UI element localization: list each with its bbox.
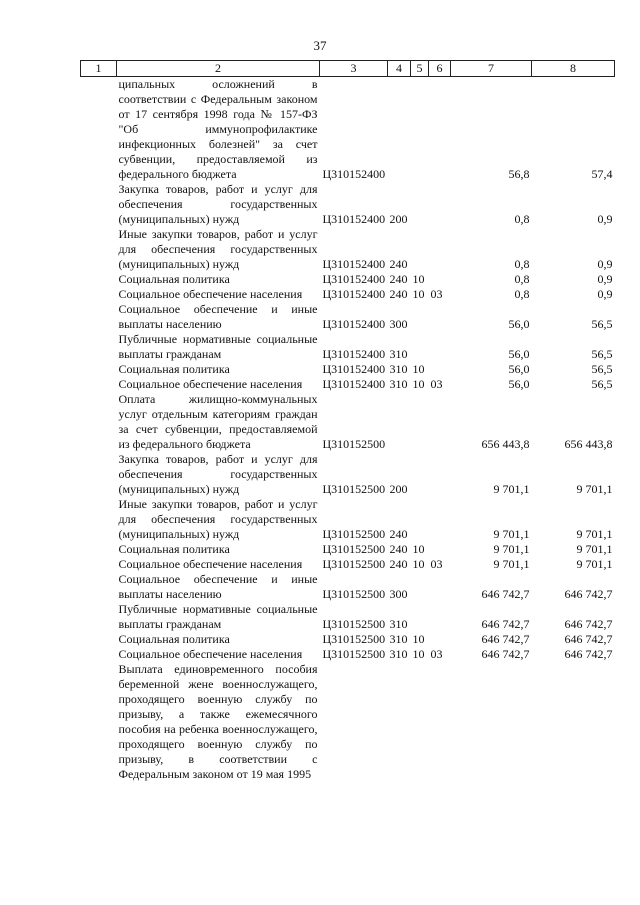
header-cell: 2: [117, 61, 320, 77]
expense-type-cell: 310: [389, 377, 408, 391]
subsection-cell: [429, 602, 451, 632]
target-article-cell: Ц310152400: [322, 167, 386, 181]
expense-type-cell: 300: [389, 317, 408, 331]
amount-year1-cell: [451, 662, 532, 782]
amount-year1-cell: 56,8: [508, 167, 530, 181]
description-cell: Социальная политика: [118, 362, 230, 376]
row-number-cell: [81, 377, 117, 392]
section-cell: 10: [412, 632, 425, 646]
target-article-cell: Ц310152500: [322, 437, 386, 451]
row-number-cell: [81, 557, 117, 572]
expense-type-cell: 200: [389, 212, 408, 226]
section-cell: [411, 182, 429, 227]
amount-year1-cell: 0,8: [514, 212, 530, 226]
description-cell: Социальное обеспечение и иные выплаты населению: [118, 302, 318, 331]
expense-type-cell: [388, 392, 411, 452]
amount-year2-cell: 0,9: [597, 272, 613, 286]
amount-year1-cell: 9 701,1: [493, 542, 530, 556]
subsection-cell: [429, 362, 451, 377]
description-cell: Социальная политика: [118, 542, 230, 556]
header-cell: 1: [81, 61, 117, 77]
description-cell: Социальное обеспечение населения: [118, 557, 303, 571]
section-cell: 10: [412, 272, 425, 286]
table-row: [81, 287, 615, 302]
target-article-cell: Ц310152400: [322, 377, 386, 391]
header-cell: 4: [388, 61, 411, 77]
target-article-cell: Ц310152400: [322, 287, 386, 301]
description-cell: Иные закупки товаров, работ и услуг для обеспечения государственных (муниципальных) нужд: [118, 227, 318, 271]
row-number-cell: [81, 287, 117, 302]
expense-type-cell: 240: [389, 542, 408, 556]
subsection-cell: [429, 77, 451, 183]
section-cell: [411, 602, 429, 632]
table-row: [81, 377, 615, 392]
description-cell: Выплата единовременного пособия беременной жене военнослужащего, проходящего военную службу по призыву, а также ежемесячного пособия на ребенка военнослужащего, проходящего военную службу по призыву, в соответствии с Федеральным законом от 19 мая 1995: [118, 662, 318, 781]
description-cell: Публичные нормативные социальные выплаты гражданам: [118, 602, 318, 631]
amount-year2-cell: 9 701,1: [576, 557, 613, 571]
row-number-cell: [81, 332, 117, 362]
row-number-cell: [81, 572, 117, 602]
table-row: [81, 497, 615, 542]
target-article-cell: Ц310152500: [322, 527, 386, 541]
amount-year2-cell: 0,9: [597, 257, 613, 271]
table-body: [81, 77, 615, 783]
description-cell: Закупка товаров, работ и услуг для обеспечения государственных (муниципальных) нужд: [118, 182, 318, 226]
expense-type-cell: 310: [389, 362, 408, 376]
amount-year2-cell: 656 443,8: [564, 437, 613, 451]
amount-year2-cell: 56,5: [591, 377, 613, 391]
section-cell: [411, 452, 429, 497]
expense-type-cell: [388, 77, 411, 183]
row-number-cell: [81, 647, 117, 662]
amount-year1-cell: 56,0: [508, 347, 530, 361]
table-header-row: [81, 61, 615, 77]
expense-type-cell: 300: [389, 587, 408, 601]
table-row: [81, 392, 615, 452]
table-row: [81, 302, 615, 332]
page-number: 37: [313, 38, 327, 53]
amount-year1-cell: 646 742,7: [481, 617, 530, 631]
table-row: [81, 272, 615, 287]
amount-year2-cell: 646 742,7: [564, 647, 613, 661]
description-cell: Социальная политика: [118, 272, 230, 286]
description-cell: Социальное обеспечение населения: [118, 377, 303, 391]
target-article-cell: Ц310152500: [322, 482, 386, 496]
description-cell: Социальное обеспечение населения: [118, 647, 303, 661]
description-cell: Публичные нормативные социальные выплаты гражданам: [118, 332, 318, 361]
subsection-cell: 03: [430, 287, 443, 301]
amount-year1-cell: 9 701,1: [493, 527, 530, 541]
section-cell: 10: [412, 287, 425, 301]
subsection-cell: 03: [430, 557, 443, 571]
subsection-cell: [429, 632, 451, 647]
description-cell: Оплата жилищно-коммунальных услуг отдельным категориям граждан за счет субвенции, предоставляемой из федерального бюджета: [118, 392, 318, 451]
section-cell: 10: [412, 647, 425, 661]
amount-year2-cell: 56,5: [591, 347, 613, 361]
expense-type-cell: 240: [389, 527, 408, 541]
description-cell: ципальных осложнений в соответствии с Федеральным законом от 17 сентября 1998 года № 157-ФЗ "Об иммунопрофилактике инфекционных болезней" за счет субвенции, предоставляемой из федерального бюджета: [118, 77, 318, 181]
amount-year2-cell: 646 742,7: [564, 617, 613, 631]
amount-year1-cell: 0,8: [514, 287, 530, 301]
subsection-cell: [429, 302, 451, 332]
row-number-cell: [81, 662, 117, 782]
target-article-cell: Ц310152400: [322, 272, 386, 286]
section-cell: [411, 662, 429, 782]
amount-year1-cell: 9 701,1: [493, 482, 530, 496]
table-row: [81, 662, 615, 782]
description-cell: Социальная политика: [118, 632, 230, 646]
table-row: [81, 227, 615, 272]
amount-year1-cell: 56,0: [508, 377, 530, 391]
section-cell: 10: [412, 377, 425, 391]
amount-year1-cell: 656 443,8: [481, 437, 530, 451]
section-cell: [411, 77, 429, 183]
target-article-cell: Ц310152400: [322, 257, 386, 271]
subsection-cell: [429, 542, 451, 557]
expense-type-cell: 240: [389, 287, 408, 301]
table-row: [81, 632, 615, 647]
row-number-cell: [81, 452, 117, 497]
table-row: [81, 332, 615, 362]
amount-year2-cell: 0,9: [597, 287, 613, 301]
table-row: [81, 602, 615, 632]
amount-year1-cell: 56,0: [508, 317, 530, 331]
header-cell: 3: [320, 61, 388, 77]
row-number-cell: [81, 302, 117, 332]
section-cell: [411, 227, 429, 272]
expense-type-cell: 310: [389, 647, 408, 661]
target-article-cell: Ц310152400: [322, 317, 386, 331]
header-cell: 6: [429, 61, 451, 77]
expense-type-cell: 240: [389, 272, 408, 286]
expense-type-cell: 200: [389, 482, 408, 496]
amount-year2-cell: 9 701,1: [576, 542, 613, 556]
section-cell: [411, 332, 429, 362]
target-article-cell: Ц310152400: [322, 362, 386, 376]
amount-year2-cell: 0,9: [597, 212, 613, 226]
target-article-cell: Ц310152500: [322, 557, 386, 571]
subsection-cell: [429, 227, 451, 272]
subsection-cell: [429, 452, 451, 497]
amount-year2-cell: 56,5: [591, 362, 613, 376]
row-number-cell: [81, 632, 117, 647]
amount-year2-cell: 57,4: [591, 167, 613, 181]
table-row: [81, 362, 615, 377]
subsection-cell: [429, 497, 451, 542]
table-row: [81, 647, 615, 662]
target-article-cell: Ц310152400: [322, 347, 386, 361]
row-number-cell: [81, 392, 117, 452]
subsection-cell: [429, 272, 451, 287]
section-cell: [411, 497, 429, 542]
target-article-cell: Ц310152500: [322, 542, 386, 556]
header-cell: 8: [532, 61, 615, 77]
target-article-cell: Ц310152500: [322, 617, 386, 631]
target-article-cell: Ц310152500: [322, 587, 386, 601]
table-row: [81, 452, 615, 497]
expense-type-cell: 240: [389, 557, 408, 571]
target-article-cell: Ц310152400: [322, 212, 386, 226]
section-cell: 10: [412, 557, 425, 571]
table-row: [81, 557, 615, 572]
amount-year2-cell: 9 701,1: [576, 527, 613, 541]
section-cell: [411, 572, 429, 602]
table-row: [81, 542, 615, 557]
description-cell: Иные закупки товаров, работ и услуг для обеспечения государственных (муниципальных) нужд: [118, 497, 318, 541]
target-article-cell: [320, 662, 388, 782]
subsection-cell: [429, 332, 451, 362]
section-cell: [411, 392, 429, 452]
section-cell: 10: [412, 362, 425, 376]
table-row: [81, 182, 615, 227]
row-number-cell: [81, 602, 117, 632]
row-number-cell: [81, 497, 117, 542]
expense-type-cell: 310: [389, 617, 408, 631]
amount-year2-cell: 646 742,7: [564, 632, 613, 646]
row-number-cell: [81, 227, 117, 272]
subsection-cell: [429, 182, 451, 227]
amount-year1-cell: 0,8: [514, 257, 530, 271]
row-number-cell: [81, 182, 117, 227]
row-number-cell: [81, 542, 117, 557]
subsection-cell: 03: [430, 377, 443, 391]
expense-type-cell: [388, 662, 411, 782]
table-row: [81, 572, 615, 602]
row-number-cell: [81, 362, 117, 377]
budget-table: [80, 60, 615, 782]
header-cell: 5: [411, 61, 429, 77]
amount-year1-cell: 646 742,7: [481, 587, 530, 601]
amount-year2-cell: 9 701,1: [576, 482, 613, 496]
amount-year2-cell: 56,5: [591, 317, 613, 331]
description-cell: Социальное обеспечение населения: [118, 287, 303, 301]
table-row: [81, 77, 615, 183]
subsection-cell: 03: [430, 647, 443, 661]
amount-year1-cell: 646 742,7: [481, 647, 530, 661]
subsection-cell: [429, 392, 451, 452]
subsection-cell: [429, 572, 451, 602]
amount-year1-cell: 56,0: [508, 362, 530, 376]
description-cell: Социальное обеспечение и иные выплаты населению: [118, 572, 318, 601]
amount-year1-cell: 646 742,7: [481, 632, 530, 646]
header-cell: 7: [451, 61, 532, 77]
section-cell: 10: [412, 542, 425, 556]
amount-year2-cell: [532, 662, 615, 782]
amount-year1-cell: 0,8: [514, 272, 530, 286]
target-article-cell: Ц310152500: [322, 632, 386, 646]
subsection-cell: [429, 662, 451, 782]
amount-year2-cell: 646 742,7: [564, 587, 613, 601]
description-cell: Закупка товаров, работ и услуг для обеспечения государственных (муниципальных) нужд: [118, 452, 318, 496]
expense-type-cell: 310: [389, 347, 408, 361]
expense-type-cell: 240: [389, 257, 408, 271]
expense-type-cell: 310: [389, 632, 408, 646]
row-number-cell: [81, 272, 117, 287]
row-number-cell: [81, 77, 117, 183]
section-cell: [411, 302, 429, 332]
target-article-cell: Ц310152500: [322, 647, 386, 661]
amount-year1-cell: 9 701,1: [493, 557, 530, 571]
